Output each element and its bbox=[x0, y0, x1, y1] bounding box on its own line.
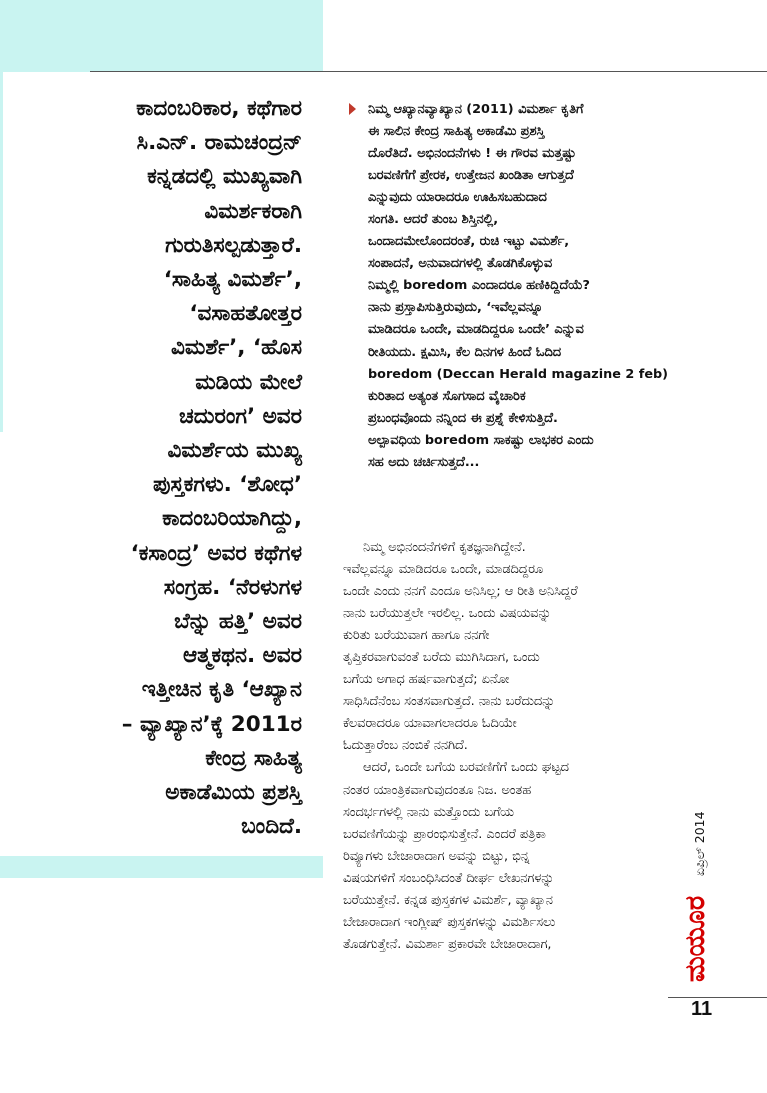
top-divider bbox=[90, 71, 767, 72]
answer-line: ಓದುತ್ತಾರೆಂಬ ನಂಬಿಕೆ ನನಗಿದೆ. bbox=[343, 738, 468, 754]
sidebar-line: ಮಡಿಯ ಮೇಲೆ bbox=[195, 369, 302, 395]
sidebar-line: ಕಾದಂಬರಿಕಾರ, ಕಥೆಗಾರ bbox=[136, 96, 302, 121]
answer-line: ನಂತರ ಯಾಂತ್ರಿಕವಾಗುವುದಂತೂ ನಿಜ. ಅಂತಹ bbox=[343, 782, 532, 798]
question-line: ಮಾಡಿದರೂ ಒಂದೇ, ಮಾಡದಿದ್ದರೂ ಒಂದೇ’ ಎನ್ನುವ bbox=[368, 322, 584, 338]
question-line: ಸಂಗತಿ. ಆದರೆ ತುಂಬ ಶಿಸ್ತಿನಲ್ಲಿ, bbox=[368, 212, 499, 228]
sidebar-line: ಬೆನ್ನು ಹತ್ತಿ’ ಅವರ bbox=[174, 609, 302, 635]
sidebar-line: ಕಾದಂಬರಿಯಾಗಿದ್ದು, bbox=[162, 506, 302, 532]
sidebar-line: ‘ವಸಾಹತೋತ್ತರ bbox=[189, 301, 302, 327]
sidebar-line: ಪುಸ್ತಕಗಳು. ‘ಶೋಧ’ bbox=[153, 472, 302, 498]
sidebar-line: – ವ್ಯಾಖ್ಯಾನ’ಕ್ಕೆ 2011ರ bbox=[121, 711, 302, 737]
issue-date: ಏಪ್ರಿಲ್ 2014 bbox=[692, 811, 707, 876]
question-line: ನಿಮ್ಮ ಆಖ್ಯಾನವ್ಯಾಖ್ಯಾನ (2011) ವಿಮರ್ಶಾ ಕೃತಿಗೆ bbox=[368, 102, 584, 117]
cyan-left-strip bbox=[0, 72, 3, 432]
author-bio-sidebar bbox=[70, 92, 302, 844]
sidebar-line: ಅಕಾಡೆಮಿಯ ಪ್ರಶಸ್ತಿ bbox=[165, 780, 302, 806]
answer-line: ಬಗೆಯ ಅಗಾಧ ಹರ್ಷವಾಗುತ್ತದೆ; ಏನೋ bbox=[343, 672, 510, 688]
answer-line: ಆದರೆ, ಒಂದೇ ಬಗೆಯ ಬರವಣಿಗೆಗೆ ಒಂದು ಘಟ್ಟದ bbox=[363, 760, 569, 776]
answer-line: ಒಂದೇ ಎಂದು ನನಗೆ ಎಂದೂ ಅನಿಸಿಲ್ಲ; ಆ ರೀತಿ ಅನಿಸಿದ್ದರೆ bbox=[343, 584, 578, 600]
sidebar-line: ಸಂಗ್ರಹ. ‘ನೆರಳುಗಳ bbox=[163, 574, 302, 600]
question-line: ಬರವಣಿಗೆಗೆ ಪ್ರೇರಕ, ಉತ್ತೇಜನ ಖಂಡಿತಾ ಆಗುತ್ತದೆ bbox=[368, 168, 574, 184]
question-line: ಸಹ ಅದು ಚರ್ಚಿಸುತ್ತದೆ... bbox=[368, 454, 480, 470]
cyan-footer-panel bbox=[0, 856, 323, 878]
answer-line: ರಿವ್ಯೂಗಳು ಬೇಜಾರಾದಾಗ ಅವನ್ನು ಬಿಟ್ಟು, ಭಿನ್ನ bbox=[343, 848, 530, 864]
sidebar-line: ಗುರುತಿಸಲ್ಪಡುತ್ತಾರೆ. bbox=[165, 232, 302, 258]
answer-line: ತೊಡಗುತ್ತೇನೆ. ವಿಮರ್ಶಾ ಪ್ರಕಾರವೇ ಬೇಜಾರಾದಾಗ, bbox=[343, 936, 552, 952]
sidebar-line: ಸಿ.ಎನ್. ರಾಮಚಂದ್ರನ್ bbox=[136, 130, 302, 156]
sidebar-line: ‘ಕಸಾಂದ್ರ’ ಅವರ ಕಥೆಗಳ bbox=[130, 540, 302, 566]
question-line: ಕುರಿತಾದ ಅತ್ಯಂತ ಸೊಗಸಾದ ವೈಚಾರಿಕ bbox=[368, 388, 526, 404]
question-line: ನಿಮ್ಮಲ್ಲಿ boredom ಎಂದಾದರೂ ಹಣಿಕಿದ್ದಿದೆಯೆ? bbox=[368, 278, 590, 294]
question-line: ಎನ್ನುವುದು ಯಾರಾದರೂ ಊಹಿಸಬಹುದಾದ bbox=[368, 190, 547, 206]
question-line: boredom (Deccan Herald magazine 2 feb) bbox=[368, 366, 669, 382]
answer-line: ಸಾಧಿಸಿದೆನೆಂಬ ಸಂತಸವಾಗುತ್ತದೆ. ನಾನು ಬರೆದುದನ್ನು bbox=[343, 694, 556, 710]
answer-line: ನಿಮ್ಮ ಅಭಿನಂದನೆಗಳಿಗೆ ಕೃತಜ್ಞನಾಗಿದ್ದೇನೆ. bbox=[363, 540, 526, 555]
sidebar-line: ಇತ್ತೀಚಿನ ಕೃತಿ ‘ಆಖ್ಯಾನ bbox=[141, 677, 302, 703]
sidebar-line: ಚದುರಂಗ’ ಅವರ bbox=[179, 403, 302, 429]
interview-answer bbox=[343, 537, 658, 956]
question-bullet-icon bbox=[349, 103, 356, 115]
interview-question bbox=[368, 99, 688, 474]
answer-line: ಬರವಣಿಗೆಯನ್ನು ಪ್ರಾರಂಭಿಸುತ್ತೇನೆ. ಎಂದರೆ ಪತ್ರಿಕಾ bbox=[343, 826, 546, 842]
answer-line: ಇವೆಲ್ಲವನ್ನೂ ಮಾಡಿದರೂ ಒಂದೇ, ಮಾಡದಿದ್ದರೂ bbox=[343, 562, 544, 578]
answer-line: ಕುರಿತು ಬರೆಯುವಾಗ ಹಾಗೂ ನನಗೇ bbox=[343, 628, 490, 644]
page-number: 11 bbox=[691, 998, 713, 1020]
question-line: ದೊರೆತಿದೆ. ಅಭಿನಂದನೆಗಳು ! ಈ ಗೌರವ ಮತ್ತಷ್ಟು bbox=[368, 146, 576, 162]
answer-line: ಸಂದರ್ಭಗಳಲ್ಲಿ ನಾನು ಮತ್ತೊಂದು ಬಗೆಯ bbox=[343, 804, 514, 820]
question-line: ನಾನು ಪ್ರಸ್ತಾಪಿಸುತ್ತಿರುವುದು, ‘ಇವೆಲ್ಲವನ್ನೂ bbox=[368, 300, 543, 316]
sidebar-line: ವಿಮರ್ಶೆ’, ‘ಹೊಸ bbox=[171, 335, 302, 361]
question-line: ರೀತಿಯದು. ಕ್ಷಮಿಸಿ, ಕೆಲ ದಿನಗಳ ಹಿಂದೆ ಓದಿದ bbox=[368, 344, 562, 360]
answer-line: ಕೆಲವರಾದರೂ ಯಾವಾಗಲಾದರೂ ಓದಿಯೇ bbox=[343, 716, 517, 732]
question-line: ಒಂದಾದಮೇಲೊಂದರಂತೆ, ರುಚಿ ಇಟ್ಟು ವಿಮರ್ಶೆ, bbox=[368, 234, 570, 250]
sidebar-line: ‘ಸಾಹಿತ್ಯ ವಿಮರ್ಶೆ’, bbox=[163, 267, 302, 293]
sidebar-line: ಆತ್ಮಕಥನ. ಅವರ bbox=[182, 643, 302, 669]
cyan-header-panel bbox=[0, 0, 323, 72]
sidebar-line: ಕೇಂದ್ರ ಸಾಹಿತ್ಯ bbox=[205, 745, 302, 771]
magazine-logo: ಮಯೂರ bbox=[680, 895, 711, 982]
question-line: ಈ ಸಾಲಿನ ಕೇಂದ್ರ ಸಾಹಿತ್ಯ ಅಕಾಡೆಮಿ ಪ್ರಶಸ್ತಿ bbox=[368, 124, 545, 140]
answer-line: ಬೇಜಾರಾದಾಗ ಇಂಗ್ಲೀಷ್ ಪುಸ್ತಕಗಳನ್ನು ವಿಮರ್ಶಿಸಲು bbox=[343, 914, 556, 930]
answer-line: ಬರೆಯುತ್ತೇನೆ. ಕನ್ನಡ ಪುಸ್ತಕಗಳ ವಿಮರ್ಶೆ, ವ್ಯಾಖ್ಯಾನ bbox=[343, 892, 553, 908]
answer-line: ತೃಪ್ತಿಕರವಾಗುವಂತೆ ಬರೆದು ಮುಗಿಸಿದಾಗ, ಒಂದು bbox=[343, 650, 540, 666]
question-line: ಅಲ್ಪಾವಧಿಯ boredom ಸಾಕಷ್ಟು ಲಾಭಕರ ಎಂದು bbox=[368, 432, 594, 448]
sidebar-line: ಬಂದಿದೆ. bbox=[241, 814, 302, 840]
page-number-divider bbox=[668, 997, 767, 998]
sidebar-line: ವಿಮರ್ಶೆಯ ಮುಖ್ಯ bbox=[167, 438, 302, 464]
answer-line: ವಿಷಯಗಳಿಗೆ ಸಂಬಂಧಿಸಿದಂತೆ ದೀರ್ಘ ಲೇಖನಗಳನ್ನು bbox=[343, 870, 555, 886]
question-line: ಪ್ರಬಂಧವೊಂದು ನನ್ನಿಂದ ಈ ಪ್ರಶ್ನೆ ಕೇಳಿಸುತ್ತಿದೆ. bbox=[368, 410, 558, 426]
sidebar-line: ಕನ್ನಡದಲ್ಲಿ ಮುಖ್ಯವಾಗಿ bbox=[147, 164, 302, 190]
answer-line: ನಾನು ಬರೆಯುತ್ತಲೇ ಇರಲಿಲ್ಲ. ಒಂದು ವಿಷಯವನ್ನು bbox=[343, 606, 552, 622]
sidebar-line: ವಿಮರ್ಶಕರಾಗಿ bbox=[204, 198, 302, 224]
question-line: ಸಂಪಾದನೆ, ಅನುವಾದಗಳಲ್ಲಿ ತೊಡಗಿಕೊಳ್ಳುವ bbox=[368, 256, 553, 272]
